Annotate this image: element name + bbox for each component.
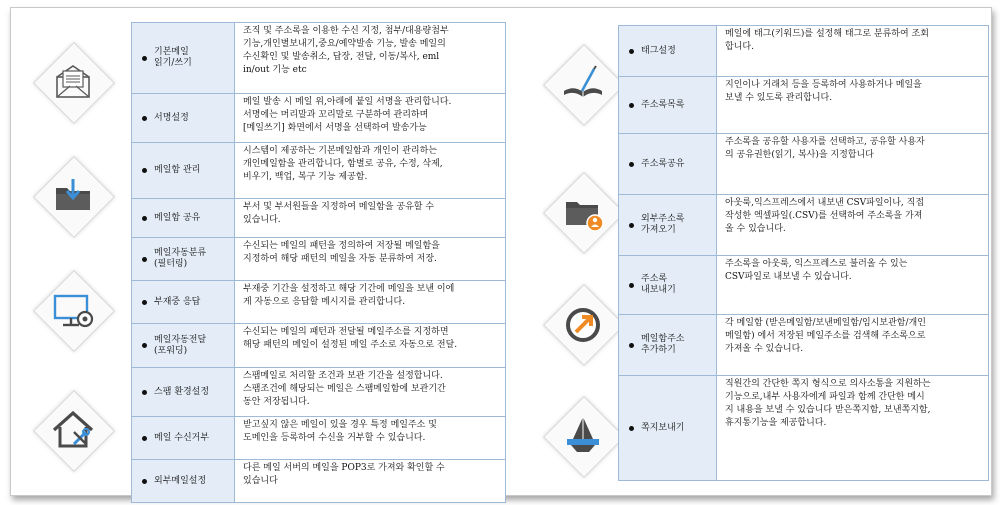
feature-name: 부재중 응답 — [154, 296, 201, 307]
feature-name: 메일자동분류 (필터링) — [154, 248, 207, 269]
feature-description: 주소록을 아웃룩, 익스프레스로 불러올 수 있는 CSV파일로 내보낼 수 있습니다. — [725, 259, 908, 282]
feature-row — [132, 324, 506, 368]
house-tools-icon — [31, 388, 115, 472]
feature-description-cell — [717, 195, 989, 256]
feature-description: 시스템이 제공하는 기본메일함과 개인이 관리하는 개인메일함을 관리합니다, 함별로 공유, 수정, 삭제, 비우기, 백업, 복구 기능 제공함. — [243, 146, 443, 182]
feature-description: 받고싶지 않은 메일이 있을 경우 특정 메일주소 및 도메인을 등록하여 수신을 거부할 수 있습니다. — [243, 420, 437, 443]
feature-row — [619, 195, 989, 256]
feature-description-cell — [235, 23, 506, 94]
feature-name: 서명설정 — [154, 112, 189, 123]
feature-description: 메일 발송 시 메일 위,아래에 붙일 서명을 관리합니다. 서명에는 머리말과 꼬리말로 구분하여 관리하며 [메일쓰기] 화면에서 서명을 선택하여 발송가능 — [243, 97, 452, 133]
feature-description-cell — [717, 256, 989, 315]
feature-description: 다른 메일 서버의 메일을 POP3로 가져와 확인할 수 있습니다 — [243, 463, 445, 486]
envelope-icon — [31, 40, 115, 124]
feature-name-cell — [619, 77, 717, 134]
bullet-icon — [142, 343, 147, 348]
feature-description: 수신되는 메일의 패턴을 정의하여 저장될 메일함을 지정하여 해당 패턴의 메일을 자동 분류하여 저장. — [243, 241, 440, 264]
bullet-icon — [629, 103, 634, 108]
feature-name: 외부주소록 가져오기 — [641, 214, 685, 235]
bullet-icon — [629, 283, 634, 288]
feature-description-cell — [235, 460, 506, 503]
feature-name: 메일자동전달 (포워딩) — [154, 334, 207, 356]
bullet-icon — [629, 223, 634, 228]
folder-download-icon — [31, 154, 115, 238]
feature-description-cell — [717, 134, 989, 195]
bullet-icon — [629, 162, 634, 167]
bullet-icon — [629, 49, 634, 54]
bullet-icon — [629, 343, 634, 348]
feature-name: 메일함 관리 — [154, 165, 201, 175]
feature-description-cell — [235, 94, 506, 143]
feature-row — [132, 368, 506, 417]
feature-name-cell — [132, 94, 235, 143]
feature-name-cell — [132, 281, 235, 324]
bullet-icon — [629, 426, 634, 431]
feature-description: 조직 및 주소록을 이용한 수신 지정, 첨부/대용량첨부 기능,개인별보내기,중요/예약발송 기능, 발송 메일의 수신확인 및 발송취소, 답장, 전달, 이동/복사, eml in/out 기능 etc — [243, 26, 449, 75]
feature-name-cell — [619, 134, 717, 195]
feature-description: 부재중 기간을 설정하고 해당 기간에 메일을 보낸 이에 게 자동으로 응답할 메시지를 관리합니다. — [243, 284, 455, 307]
feature-description-cell — [235, 417, 506, 460]
feature-name: 스팸 환경설정 — [154, 386, 210, 397]
bullet-icon — [142, 56, 147, 61]
feature-row — [619, 256, 989, 315]
feature-row — [132, 199, 506, 238]
feature-row — [132, 143, 506, 199]
feature-name-cell — [619, 26, 717, 77]
feature-description: 수신되는 메일의 패턴과 전달될 메일주소를 지정하면 해당 패턴의 메일이 설정된 메일 주소로 자동으로 전달. — [243, 327, 458, 350]
feature-name: 메일 수신거부 — [154, 432, 210, 443]
feature-name-cell — [132, 199, 235, 238]
feature-description: 각 메일함 (받은메일함/보낸메일함/임시보관함/개인 메일함) 에서 저장된 메일주소를 검색해 주소록으로 가져올 수 있습니다. — [725, 318, 926, 354]
book-pen-icon — [541, 42, 625, 126]
feature-description: 부서 및 부서원들을 지정하여 메일함을 공유할 수 있습니다. — [243, 202, 435, 225]
feature-description-cell — [235, 238, 506, 281]
feature-description-cell — [717, 315, 989, 376]
address-book-features-table — [618, 25, 989, 481]
feature-description-cell — [235, 281, 506, 324]
bullet-icon — [142, 390, 147, 395]
feature-description: 지인이나 거래처 등을 등록하여 사용하거나 메일을 보낼 수 있도록 관리합니다. — [725, 80, 922, 103]
bullet-icon — [142, 300, 147, 305]
bullet-icon — [142, 216, 147, 221]
feature-description-cell — [235, 324, 506, 368]
feature-row — [132, 94, 506, 143]
feature-name: 외부메일설정 — [154, 475, 207, 486]
feature-row — [132, 238, 506, 281]
mail-features-table — [131, 22, 506, 503]
address-book-features-column — [511, 22, 991, 492]
feature-name: 메일함 공유 — [154, 212, 201, 223]
feature-name-cell — [132, 324, 235, 368]
feature-name-cell — [132, 417, 235, 460]
bullet-icon — [142, 257, 147, 262]
feature-description: 주소록을 공유할 사용자를 선택하고, 공유할 사용자 의 공유권한(읽기, 복사)을 지정합니다 — [725, 137, 925, 160]
feature-name-cell — [132, 460, 235, 503]
feature-name-cell — [619, 376, 717, 481]
feature-row — [619, 376, 989, 481]
monitor-gear-icon — [31, 268, 115, 352]
feature-name-cell — [619, 256, 717, 315]
feature-description-cell — [717, 26, 989, 77]
feature-row — [132, 23, 506, 94]
feature-description: 스팸메일로 처리할 조건과 보관 기간을 설정합니다. 스팸조건에 해당되는 메일은 스팸메일함에 보관기간 동안 저장됩니다. — [243, 371, 446, 407]
folder-user-icon — [541, 170, 625, 254]
feature-row — [132, 417, 506, 460]
feature-overview-panel — [10, 7, 992, 496]
feature-description-cell — [235, 199, 506, 238]
feature-description-cell — [717, 376, 989, 481]
bullet-icon — [142, 168, 147, 173]
bullet-icon — [142, 116, 147, 121]
feature-name: 쪽지보내기 — [641, 422, 685, 433]
bullet-icon — [142, 479, 147, 484]
feature-name-cell — [619, 315, 717, 376]
feature-row — [619, 26, 989, 77]
feature-name: 태그설정 — [641, 45, 676, 56]
feature-row — [619, 134, 989, 195]
bullet-icon — [142, 436, 147, 441]
feature-name: 기본메일 읽기/쓰기 — [154, 47, 192, 68]
feature-description-cell — [235, 368, 506, 417]
feature-name: 메일함주소 추가하기 — [641, 334, 685, 355]
feature-name: 주소록 내보내기 — [641, 274, 676, 295]
feature-name-cell — [132, 143, 235, 199]
circle-arrow-icon — [541, 282, 625, 366]
feature-row — [132, 460, 506, 503]
feature-name-cell — [619, 195, 717, 256]
feature-description: 직원간의 간단한 쪽지 형식으로 의사소통을 지원하는 기능으로,내부 사용자에게 파일과 함께 간단한 메시 지 내용을 보낼 수 있습니다 받은쪽지함, 보낸쪽지함, 휴지통기능을 제공합니다. — [725, 379, 931, 428]
feature-row — [132, 281, 506, 324]
feature-description: 아웃룩,익스프레스에서 내보낸 CSV파일이나, 직접 작성한 엑셀파일(.CSV)를 선택하여 주소록을 가져 올 수 있습니다. — [725, 198, 925, 234]
feature-row — [619, 315, 989, 376]
feature-description: 메일에 태그(키워드)를 설정해 태그로 분류하여 조회 합니다. — [725, 29, 929, 52]
feature-description-cell — [717, 77, 989, 134]
feature-name-cell — [132, 368, 235, 417]
feature-name-cell — [132, 23, 235, 94]
feature-name: 주소록공유 — [641, 158, 685, 169]
paper-plane-icon — [541, 394, 625, 478]
feature-row — [619, 77, 989, 134]
feature-name-cell — [132, 238, 235, 281]
feature-name: 주소록목록 — [641, 99, 685, 110]
mail-features-column — [11, 22, 511, 492]
feature-description-cell — [235, 143, 506, 199]
